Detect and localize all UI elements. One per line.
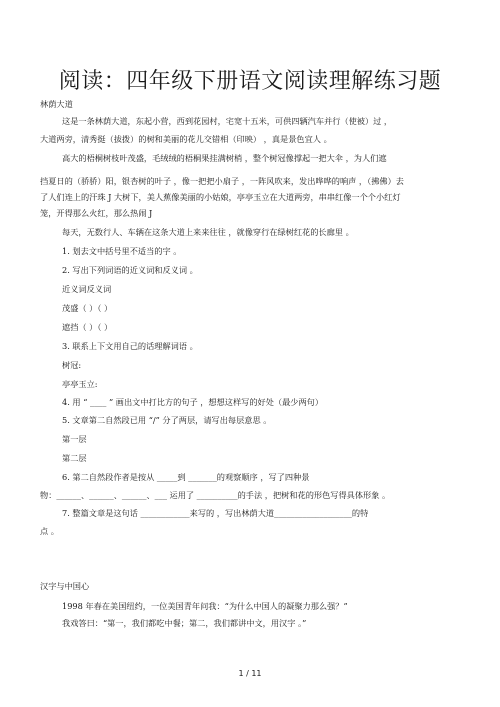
word-row-zhedang: 遮挡（ ）（ ） xyxy=(62,322,113,332)
layer-two: 第二层 xyxy=(62,453,87,463)
question-2: 2. 写出下列词语的近义词和反义词 。 xyxy=(62,265,198,275)
paragraph-line: 每天，无数行人、车辆在这条大道上来来往往 ，就像穿行在绿树红花的长廊里 。 xyxy=(62,227,354,237)
page-number: 1 / 11 xyxy=(238,669,262,678)
paragraph-line: 挡夏日的（骄骄）阳，银杏树的叶子 ，像一把把小扇子 ，一阵风吹来，发出哗哗的响声 ，（拂佛）去 xyxy=(40,176,404,186)
passage-heading: 林荫大道 xyxy=(40,99,73,109)
question-5: 5. 文章第二自然段已用 “/” 分了两层，请写出每层意思 。 xyxy=(62,415,272,425)
paragraph-line: 笼，开得那么火红，那么热闹 J xyxy=(40,208,153,218)
term-tingtingyuli: 亭亭玉立: xyxy=(62,379,98,389)
question-4: 4. 用 “ ____ ” 画出文中打比方的句子 ，想想这样写的好处（最少两句） xyxy=(62,397,324,407)
paragraph-line: 1998 年春在美国纽约，一位美国青年问我：“为什么中国人的凝聚力那么强？” xyxy=(62,601,348,611)
term-shuguan: 树冠: xyxy=(62,360,82,370)
question-6-continued: 物：______、______、______、___ 运用了 __________的手法 ，把树和花的形色写得具体形象 。 xyxy=(40,490,391,500)
paragraph-line: 大道两旁，清秀挺（拔拨）的树和美丽的花儿交错相（印映） ，真是景色宜人 。 xyxy=(40,134,332,144)
page-title: 阅读：四年级下册语文阅读理解练习题 xyxy=(58,69,442,94)
paragraph-line: 了人们连上的汗珠 J 大树下，美人蕉像美丽的小姑娘，亭亭玉立在大道两旁，串串红像一个个小红灯 xyxy=(40,192,401,202)
question-7: 7. 整篇文章是这句话 ____________来写的 ，写出林荫大道___________________的特 xyxy=(62,508,369,518)
passage-heading: 汉字与中国心 xyxy=(40,581,90,591)
question-6: 6. 第二自然段作者是按从 _____到 _______的观察顺序 ，写了四种景 xyxy=(62,472,310,482)
synonym-antonym-header: 近义词反义词 xyxy=(62,284,112,294)
word-row-maosheng: 茂盛（ ）（ ） xyxy=(62,303,113,313)
layer-one: 第一层 xyxy=(62,434,87,444)
paragraph-line: 这是一条林荫大道，东起小营，西到花园村，宅宽十五米，可供四辆汽车并行（使被）过 ， xyxy=(62,116,393,126)
question-3: 3. 联系上下文用自己的话理解词语 。 xyxy=(62,341,198,351)
paragraph-line: 我戏答曰：“第一，我们都吃中餐；第二，我们都讲中文，用汉字 。” xyxy=(62,618,307,628)
question-7-continued: 点 。 xyxy=(40,526,59,536)
question-1: 1. 划去文中括号里不适当的字 。 xyxy=(62,246,182,256)
paragraph-line: 高大的梧桐树枝叶茂盛，毛绒绒的梧桐果挂满树梢 ，整个树冠像撑起一把大伞 ，为人们遮 xyxy=(62,153,387,163)
